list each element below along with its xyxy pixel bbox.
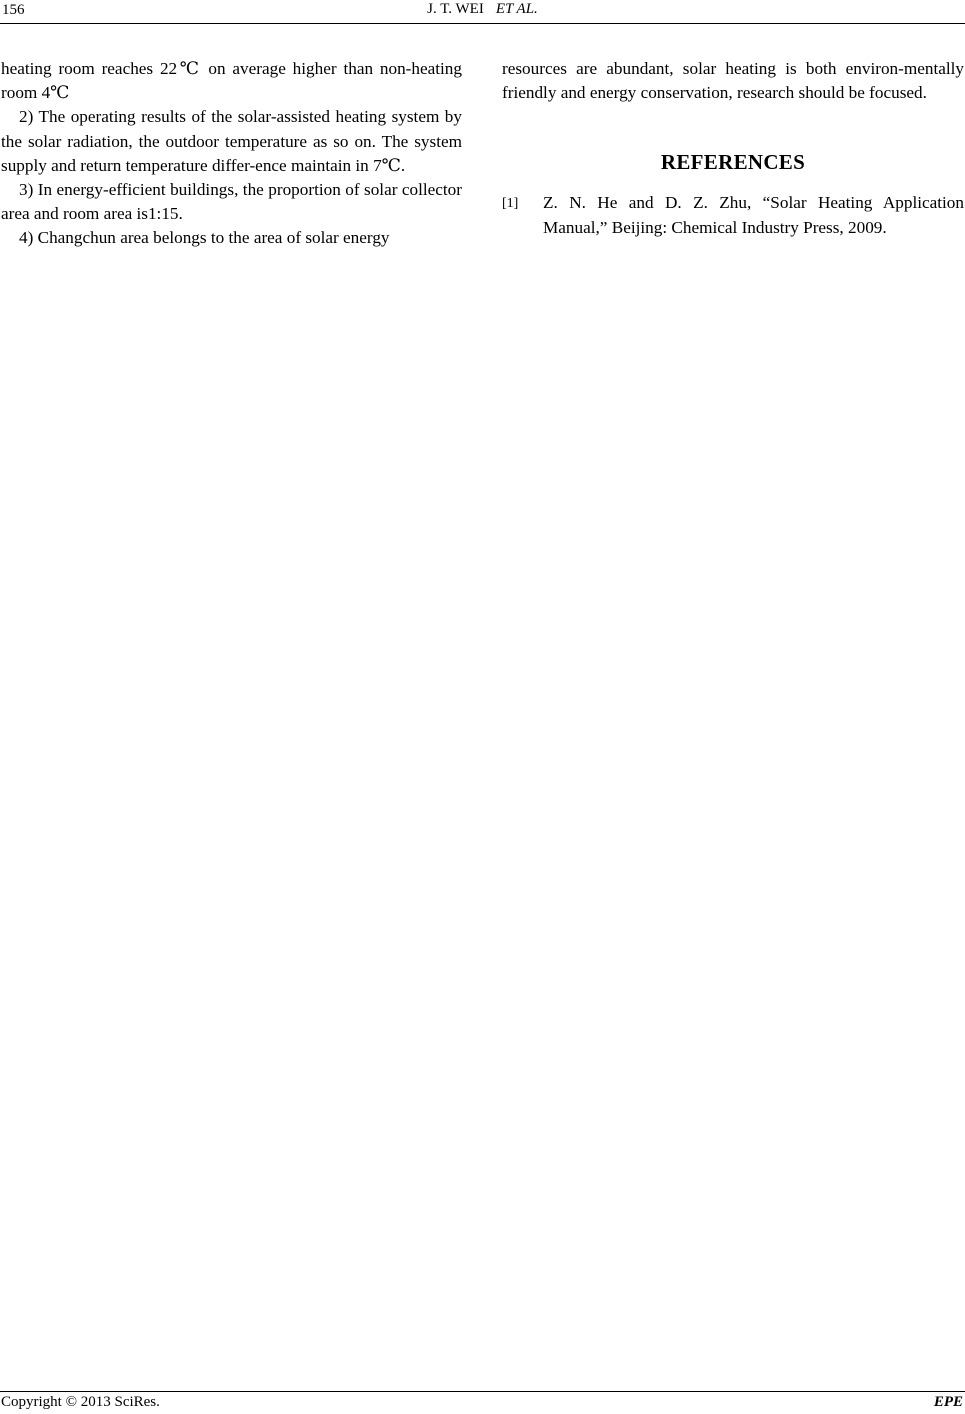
page-header bbox=[0, 0, 965, 24]
conclusion-item-4: 4) Changchun area belongs to the area of solar energy bbox=[19, 228, 390, 248]
page-number: 156 bbox=[2, 2, 25, 18]
reference-text: Z. N. He and D. Z. Zhu, “Solar Heating Application Manual,” Beijing: Chemical Industry Press, 2009. bbox=[543, 193, 964, 237]
page-footer bbox=[0, 1391, 965, 1414]
left-column bbox=[1, 57, 462, 251]
body-paragraph: heating room reaches 22℃ on average higher than non-heating room 4℃ bbox=[1, 59, 462, 103]
running-head-et-al: ET AL. bbox=[495, 1, 538, 17]
running-head-authors: J. T. WEI bbox=[427, 1, 484, 17]
journal-abbreviation: EPE bbox=[933, 1394, 963, 1410]
reference-item bbox=[502, 191, 964, 239]
body-paragraph-continued: resources are abundant, solar heating is both environ-mentally friendly and energy conservation, research should be focused. bbox=[502, 59, 964, 103]
references-heading: REFERENCES bbox=[660, 150, 806, 175]
running-head bbox=[0, 1, 965, 18]
footer-rule bbox=[0, 1391, 965, 1392]
conclusion-item-3: 3) In energy-efficient buildings, the proportion of solar collector area and room area is1:15. bbox=[1, 180, 462, 224]
header-rule bbox=[0, 23, 965, 24]
conclusion-item-2: 2) The operating results of the solar-assisted heating system by the solar radiation, the outdoor temperature as so on. The system supply and return temperature differ-ence maintain in 7℃. bbox=[1, 107, 462, 175]
right-column bbox=[502, 57, 964, 240]
copyright-notice: Copyright © 2013 SciRes. bbox=[1, 1394, 160, 1410]
reference-number: [1] bbox=[502, 196, 519, 212]
